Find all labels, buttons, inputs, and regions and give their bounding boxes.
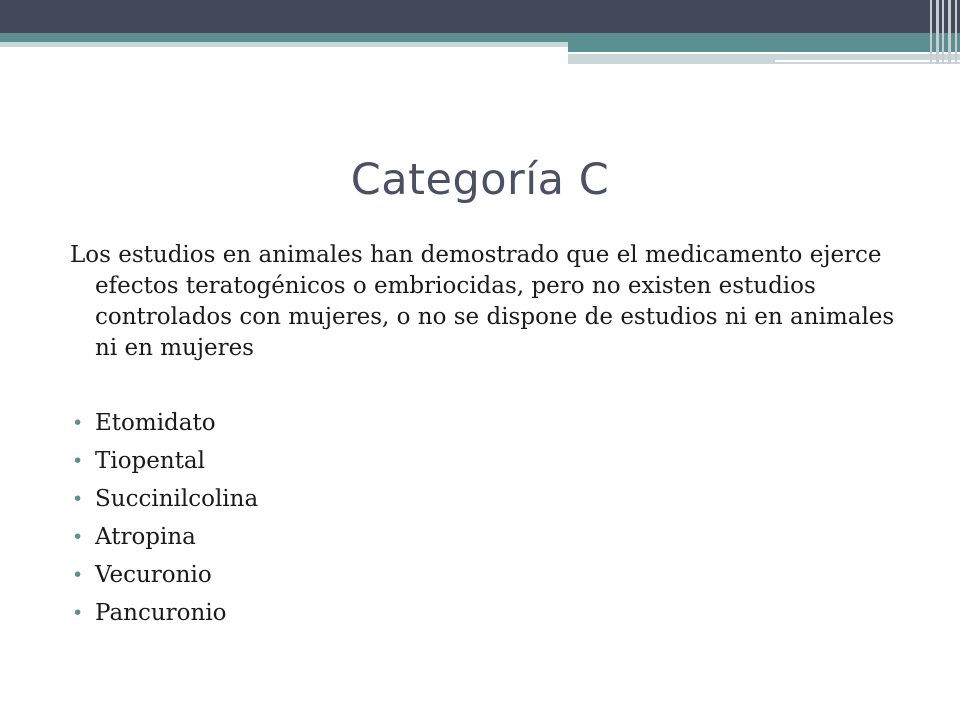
list-item-label: Etomidato	[95, 410, 216, 436]
bullet-icon: •	[72, 412, 84, 434]
bullet-icon: •	[72, 602, 84, 624]
list-item-label: Succinilcolina	[95, 486, 259, 512]
slide-content	[70, 240, 910, 632]
bullet-icon: •	[72, 564, 84, 586]
list-item-label: Tiopental	[95, 448, 206, 474]
header-teal-band-step	[568, 42, 960, 52]
header-pale-band-step	[568, 54, 960, 64]
bullet-icon: •	[72, 526, 84, 548]
intro-paragraph: Los estudios en animales han demostrado que el medicamento ejerce efectos teratogénicos o embriocidas, pero no existen estudios controlados con mujeres, o no se dispone de estudios ni en animales ni en mujeres	[70, 242, 895, 361]
header-vertical-lines	[928, 0, 960, 64]
bullet-icon: •	[72, 488, 84, 510]
drug-list	[70, 404, 910, 632]
list-item	[70, 404, 910, 442]
list-item	[70, 556, 910, 594]
list-item-label: Pancuronio	[95, 600, 227, 626]
list-item	[70, 594, 910, 632]
header-dark-band	[0, 0, 960, 33]
list-item	[70, 480, 910, 518]
header-teal-band	[0, 33, 960, 42]
list-item	[70, 518, 910, 556]
list-item-label: Vecuronio	[95, 562, 212, 588]
bullet-icon: •	[72, 450, 84, 472]
list-item-label: Atropina	[95, 524, 196, 550]
list-item	[70, 442, 910, 480]
slide-title: Categoría C	[350, 155, 610, 205]
header-pale-band	[0, 42, 568, 47]
